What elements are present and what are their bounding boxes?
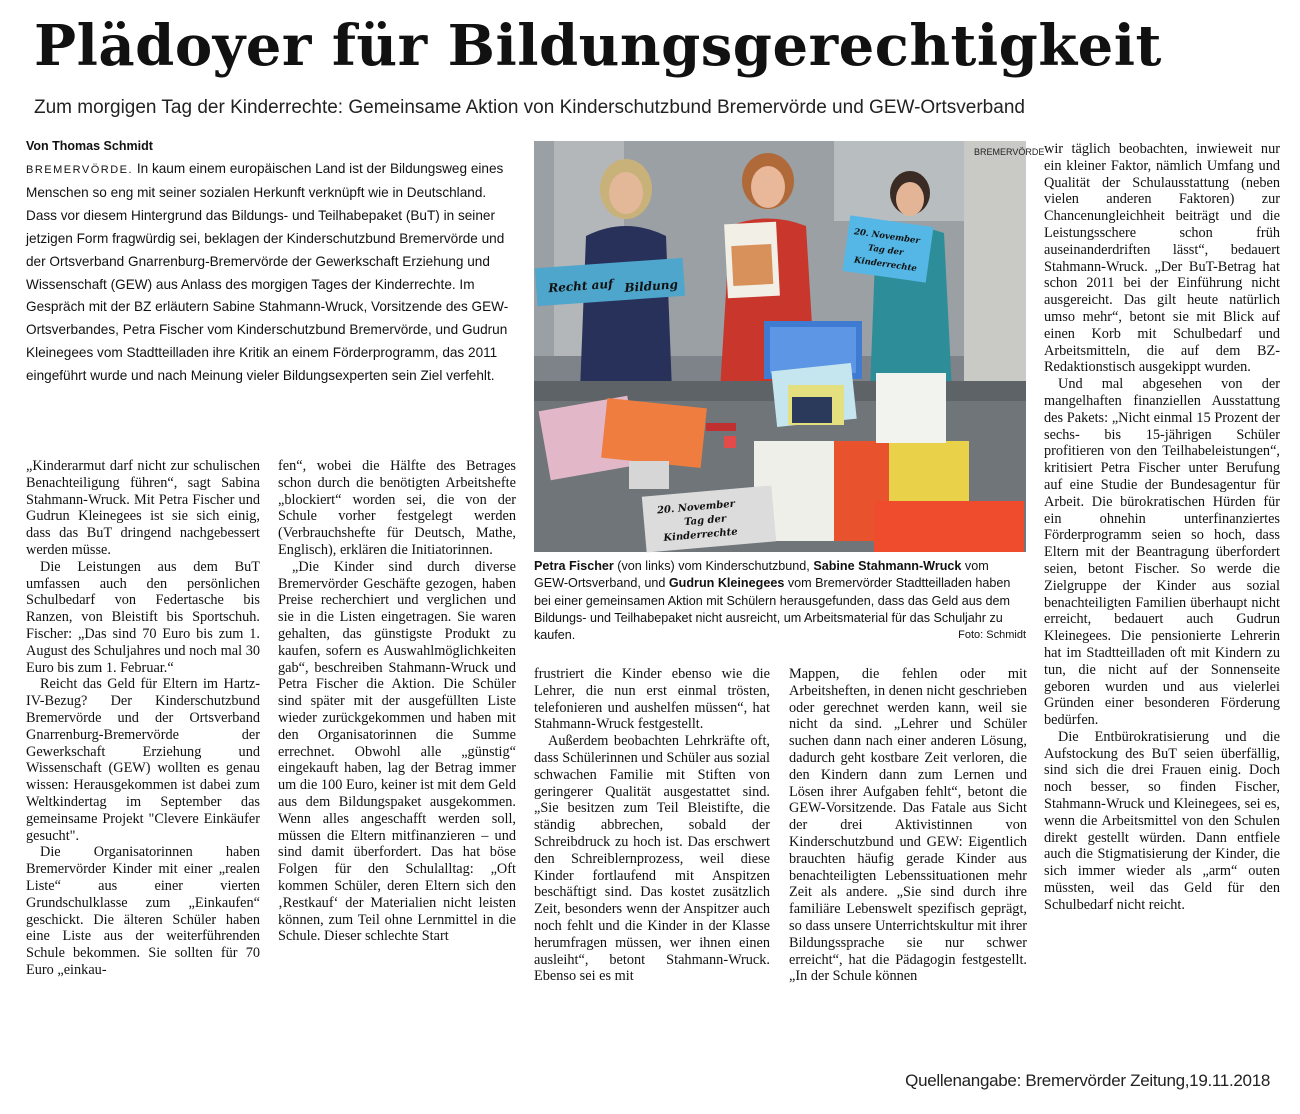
photo-credit: Foto: Schmidt [958, 629, 1026, 642]
paragraph: wir täglich beobachten, inwieweit nur ein kleiner Faktor, nämlich Umfang und Qualität der Schulausstattung (neben vielen anderen Faktoren) zur Chancenungleichheit beiträgt und die Leistungsschere schon früh auseinanderdriften lässt“, bedauert Stahmann-Wruck. „Der BuT-Betrag hat schon 2011 bei der Einführung nicht ausgereicht. Das gilt heute natürlich umso mehr“, betont sie mit Blick auf einen Korb mit Schulbedarf und Arbeitsmitteln, die auf dem BZ-Redaktionstisch ausgekippt wurden. [1044, 141, 1280, 376]
dateline: BREMERVÖRDE. [26, 164, 134, 176]
source-reference: Quellenangabe: Bremervörder Zeitung,19.11.2018 [905, 1071, 1270, 1090]
lead-text: In kaum einem europäischen Land ist der Bildungsweg eines Menschen so eng mit seiner sozialen Herkunft verknüpft wie in Deutschland. Dass vor diesem Hintergrund das Bildungs- und Teilhabepaket (BuT) in seiner jetzigen Form fragwürdig sei, beklagen der Kinderschutzbund Bremervörde und der Ortsverband Gnarrenburg-Bremervörde der Gewerkschaft Erziehung und Wissenschaft (GEW) aus Anlass des morgigen Tages der Kinderrechte. Im Gespräch mit der BZ erläutern Sabine Stahmann-Wruck, Vorsitzende des GEW-Ortsverbandes, Petra Fischer vom Kinderschutzbund Bremervörde, und Gudrun Kleinegees vom Stadtteilladen ihre Kritik an einem Förderprogramm, das 2011 eingeführt wurde und nach Meinung vieler Bildungsexperten sein Ziel verfehlt. [26, 161, 509, 384]
caption-name: Gudrun Kleinegees [668, 576, 785, 591]
caption-text: vom GEW-Ortsverband, und [534, 559, 989, 591]
paragraph: Außerdem beobachten Lehrkräfte oft, dass Schülerinnen und Schüler aus sozial schwachen Familie mit Stiften von geringerer Qualität ausgestattet sind. „Sie besitzen zum Teil Bleistifte, die ständig abbrechen, sobald der Schreibdruck zu hoch ist. Das erschwert den Schreiblernprozess, weil diese Kinder fortlaufend mit Anspitzen beschäftigt sind. Das kostet zusätzlich Zeit, besonders wenn der Anspitzer auch noch fehlt und die Kinder in der Klasse herumfragen müssen, wer ihnen einen ausleiht“, betont Stahmann-Wruck. Ebenso sei es mit [534, 733, 770, 985]
article-photo [534, 141, 1045, 552]
paragraph: „Kinderarmut darf nicht zur schulischen Benachteiligung führen“, sagt Sabina Stahmann-Wruck. Mit Petra Fischer und Gudrun Kleinegees ist sie sich einig, dass das BuT dringend nachgebessert werden müsse. [26, 458, 260, 558]
caption-text: vom Bremervörder Stadtteilladen haben bei einer gemeinsamen Aktion mit Schülern herausgefunden, dass das Geld aus dem Bildungs- und Teilhabepaket nicht ausreicht, um Arbeitsmaterial für das Schuljahr zu kaufen. [534, 576, 1011, 643]
column-3 [534, 666, 770, 985]
paragraph: Reicht das Geld für Eltern im Hartz-IV-Bezug? Der Kinderschutzbund Bremervörde und der Ortsverband Gnarrenburg-Bremervörde der Gewerkschaft Erziehung und Wissenschaft (GEW) wollten es genau wissen: Herausgekommen ist dabei zum Weltkindertag im September das gemeinsame Projekt "Clevere Einkäufer gesucht". [26, 676, 260, 844]
bg-sign: BREMERVÖRDE [974, 147, 1045, 157]
sign-text: Tag der [683, 513, 727, 529]
headline: Plädoyer für Bildungsgerechtigkeit [34, 13, 1162, 79]
paragraph: Mappen, die fehlen oder mit Arbeitsheften, in denen nicht geschrieben oder gerechnet werden kann, weil sie nicht da sind. „Lehrer und Schüler suchen dann nach einer anderen Lösung, dadurch geht kostbare Zeit verloren, die den Kindern dann zum Lernen und Lösen ihrer Aufgaben fehlt“, betont die GEW-Vorsitzende. Das Fatale aus Sicht der drei Aktivistinnen von Kinderschutzbund und GEW: Eigentlich brauchten häufig gerade Kinder aus benachteiligten Lebenssituationen mehr Zeit als andere. „Sie sind durch ihre familiäre Lebenswelt spezifisch geprägt, so dass unsere Unterrichtskultur mit ihrer Bildungssprache sie nur schwer erreicht“, hat die Pädagogin festgestellt. „In der Schule können [789, 666, 1027, 985]
sign-text: Kinderrechte [663, 526, 739, 545]
paragraph: Die Entbürokratisierung und die Aufstockung des BuT seien überfällig, sind sich die drei Frauen einig. Doch noch besser, so finden Fischer, Stahmann-Wruck und Kleinegees, sei es, wenn die Arbeitsmittel von den Schulen direkt gestellt würden. Dann entfiele auch die Stigmatisierung der Kinder, die sich immer wieder als „arm“ outen müssten, weil das Geld für den Schulbedarf nicht reicht. [1044, 728, 1280, 913]
byline: Von Thomas Schmidt [26, 139, 153, 153]
caption-text: (von links) vom Kinderschutzbund, [613, 559, 814, 573]
column-5 [1044, 141, 1280, 914]
paragraph: Die Organisatorinnen haben Bremervörder Kinder mit einer „realen Liste“ aus einer vierten Grundschulklasse zum „Einkaufen“ geschickt. Die älteren Schüler haben eine Liste aus der weiterführenden Schule bekommen. Sie sollten für 70 Euro „einkau- [26, 844, 260, 978]
column-4 [789, 666, 1027, 985]
column-1 [26, 458, 260, 979]
paragraph: „Die Kinder sind durch diverse Bremervörder Geschäfte gezogen, haben Preise recherchiert und verglichen und sie in die Listen eingetragen. Sie waren gehalten, das günstigste Produkt zu kaufen, sofern es Auswahlmöglichkeiten gab“, beschreiben Stahmann-Wruck und Petra Fischer die Aktion. Die Schüler sind später mit der ausgefüllten Liste wieder zurückgekommen und haben mit den Organisatorinnen die Summe errechnet. Obwohl alle „günstig“ eingekauft haben, lag der Betrag immer um die 100 Euro, keiner ist mit dem Geld aus dem Bildungspaket ausgekommen. Wenn alles angeschafft werden soll, müssen die Eltern mitfinanzieren – und sind damit überfordert. Das hat böse Folgen für den Schulalltag: „Oft kommen Schüler, deren Eltern sich den ‚Restkauf‘ der Materialien nicht leisten können, zum Teil ohne Lernmittel in die Schule. Dieser schlechte Start [278, 558, 516, 945]
paragraph: Und mal abgesehen von der mangelhaften finanziellen Ausstattung des Pakets: „Nicht einmal 15 Prozent der sechs- bis 15-jährigen Schüler profitieren von den Teilhabeleistungen“, kritisiert Petra Fischer unter Berufung auf eine Studie der Bundesagentur für Arbeit. Die bürokratischen Hürden für ein ohnehin unterfinanziertes Förderprogramm seien so hoch, dass Eltern mit der Beantragung überfordert seien, betont Fischer. So werde die Zielgruppe der Kinder aus sozial benachteiligten Familien überhaupt nicht erreicht, bedauert auch Gudrun Kleinegees. Die pensionierte Lehrerin hat im Stadtteilladen oft mit Kindern zu tun, die nicht auf der Sonnenseite geboren wurden und aus vielerlei Gründen einer besonderen Förderung bedürfen. [1044, 376, 1280, 729]
lead-paragraph [26, 158, 518, 388]
paragraph: fen“, wobei die Hälfte des Betrages schon durch die benötigten Arbeitshefte „blockiert“ worden sei, die von der Schule vorher festgelegt werden (Verbrauchshefte für Deutsch, Mathe, Englisch), erklären die Initiatorinnen. [278, 458, 516, 558]
photo-caption [534, 558, 1026, 644]
sign-text: Bildung [623, 277, 679, 295]
sign-text: Recht auf [547, 276, 614, 296]
paragraph: frustriert die Kinder ebenso wie die Lehrer, die nun erst einmal trösten, telefonieren und aushelfen müssen“, hat Stahmann-Wruck festgestellt. [534, 666, 770, 733]
caption-name: Sabine Stahmann-Wruck [813, 559, 962, 573]
subheadline: Zum morgigen Tag der Kinderrechte: Gemeinsame Aktion von Kinderschutzbund Bremervörde und GEW-Ortsverband [34, 97, 1025, 118]
paragraph: Die Leistungen aus dem BuT umfassen auch den persönlichen Schulbedarf von Federtasche bis Ranzen, von Bleistift bis Sportschuh. Fischer: „Das sind 70 Euro bis zum 1. August des Schuljahres und noch mal 30 Euro bis zum 1. Februar.“ [26, 558, 260, 676]
sign-text: Kinderrechte [853, 255, 918, 275]
sign-text: Tag der [867, 243, 905, 259]
caption-name: Petra Fischer [534, 559, 614, 573]
photo-illustration [534, 141, 1045, 552]
sign-text: 20. November [853, 227, 921, 247]
sign-text: 20. November [656, 498, 736, 517]
column-2 [278, 458, 516, 945]
